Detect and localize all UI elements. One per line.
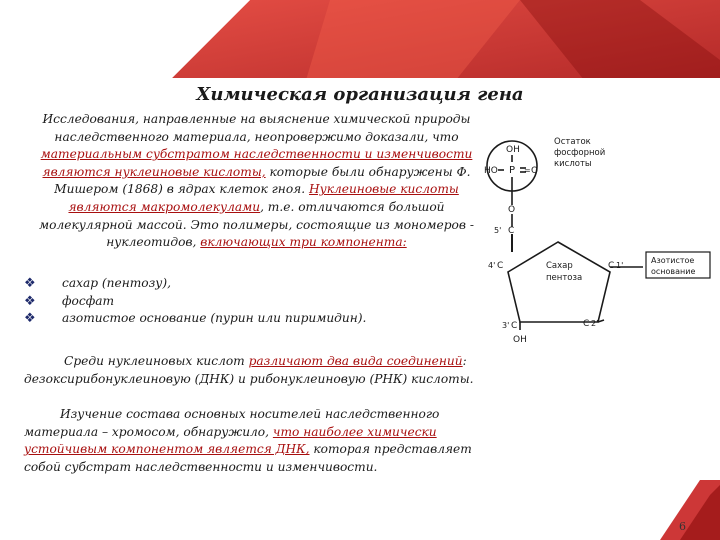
para2-text-1: Среди нуклеиновых кислот (64, 354, 249, 368)
c1-atom: C (608, 261, 615, 271)
intro-highlight-3: включающих три компонента: (200, 235, 407, 250)
para3-text-1: Изучение состава основных носителей наследственного материала – хромосом, обнаружило, (24, 407, 440, 439)
o-right: O (531, 166, 539, 176)
para3-text-2: которая представляет собой субстрат наследственности и изменчивости. (24, 442, 472, 474)
o-link: O (508, 205, 516, 215)
diamond-bullet-icon: ❖ (24, 293, 36, 309)
intro-paragraph (24, 111, 489, 252)
c5-label: 5' (494, 226, 502, 235)
component-list (24, 275, 444, 328)
para2-highlight: различают два вида соединений (248, 354, 463, 368)
ho-left: HO (484, 166, 498, 176)
list-item (24, 293, 444, 311)
c2-label: 2' (591, 319, 599, 328)
phosphorus: P (509, 165, 516, 176)
intro-text-3: , т.е. отличаются большой молекулярной массой. Это полимеры, состоящие из мономеров - нуклеотидов, (39, 199, 474, 250)
list-item-text: фосфат (62, 293, 115, 308)
sugar-label-2: пентоза (546, 273, 583, 283)
para2-text-2: : дезоксирибонуклеиновую (ДНК) и рибонуклеиновую (РНК) кислоты. (24, 354, 474, 386)
list-item (24, 275, 444, 293)
intro-text-2: которые были обнаружены Ф. Мишером (1868) в ядрах клеток гноя. (54, 164, 471, 197)
double-bond: = (524, 166, 531, 175)
chromosome-study-paragraph (24, 406, 494, 476)
nucleic-acid-types-paragraph (24, 353, 494, 388)
c3-label: 3' (502, 321, 510, 330)
oh-top: OH (506, 145, 520, 155)
c4-label: 4' (488, 261, 496, 270)
c2-atom: C (583, 319, 590, 329)
list-item-text: сахар (пентозу), (62, 276, 171, 290)
intro-highlight-2: Нуклеиновые кислоты являются макромолекулами (68, 182, 459, 214)
phosphate-label-3: кислоты (554, 159, 592, 169)
base-label-1: Азотистое (651, 256, 695, 265)
sugar-label-1: Сахар (546, 261, 573, 271)
oh-bottom: OH (513, 335, 527, 345)
corner-decoration (660, 480, 720, 540)
nucleotide-diagram (480, 132, 715, 352)
page-number: 6 (679, 520, 686, 533)
phosphate-label-1: Остаток (554, 137, 591, 147)
diamond-bullet-icon: ❖ (24, 311, 36, 326)
c1-label: 1' (616, 261, 624, 270)
slide-title: Химическая организация гена (196, 84, 524, 105)
base-label-2: основание (651, 267, 696, 276)
c4-atom: C (497, 261, 504, 271)
c3-atom: C (511, 321, 518, 331)
diamond-bullet-icon: ❖ (24, 276, 36, 291)
para3-highlight: что наиболее химически устойчивым компонентом является ДНК, (24, 424, 437, 457)
intro-text-1: Исследования, направленные на выяснение химической природы наследственного материала, неопровержимо доказали, что (42, 112, 471, 144)
list-item-text: азотистое основание (пурин или пиримидин). (62, 311, 367, 325)
phosphate-label-2: фосфорной (554, 148, 606, 158)
intro-highlight-1: материальным субстратом наследственности и изменчивости являются нуклеиновые кислоты, (40, 147, 473, 179)
c5-atom: C (508, 226, 515, 236)
list-item (24, 310, 444, 328)
